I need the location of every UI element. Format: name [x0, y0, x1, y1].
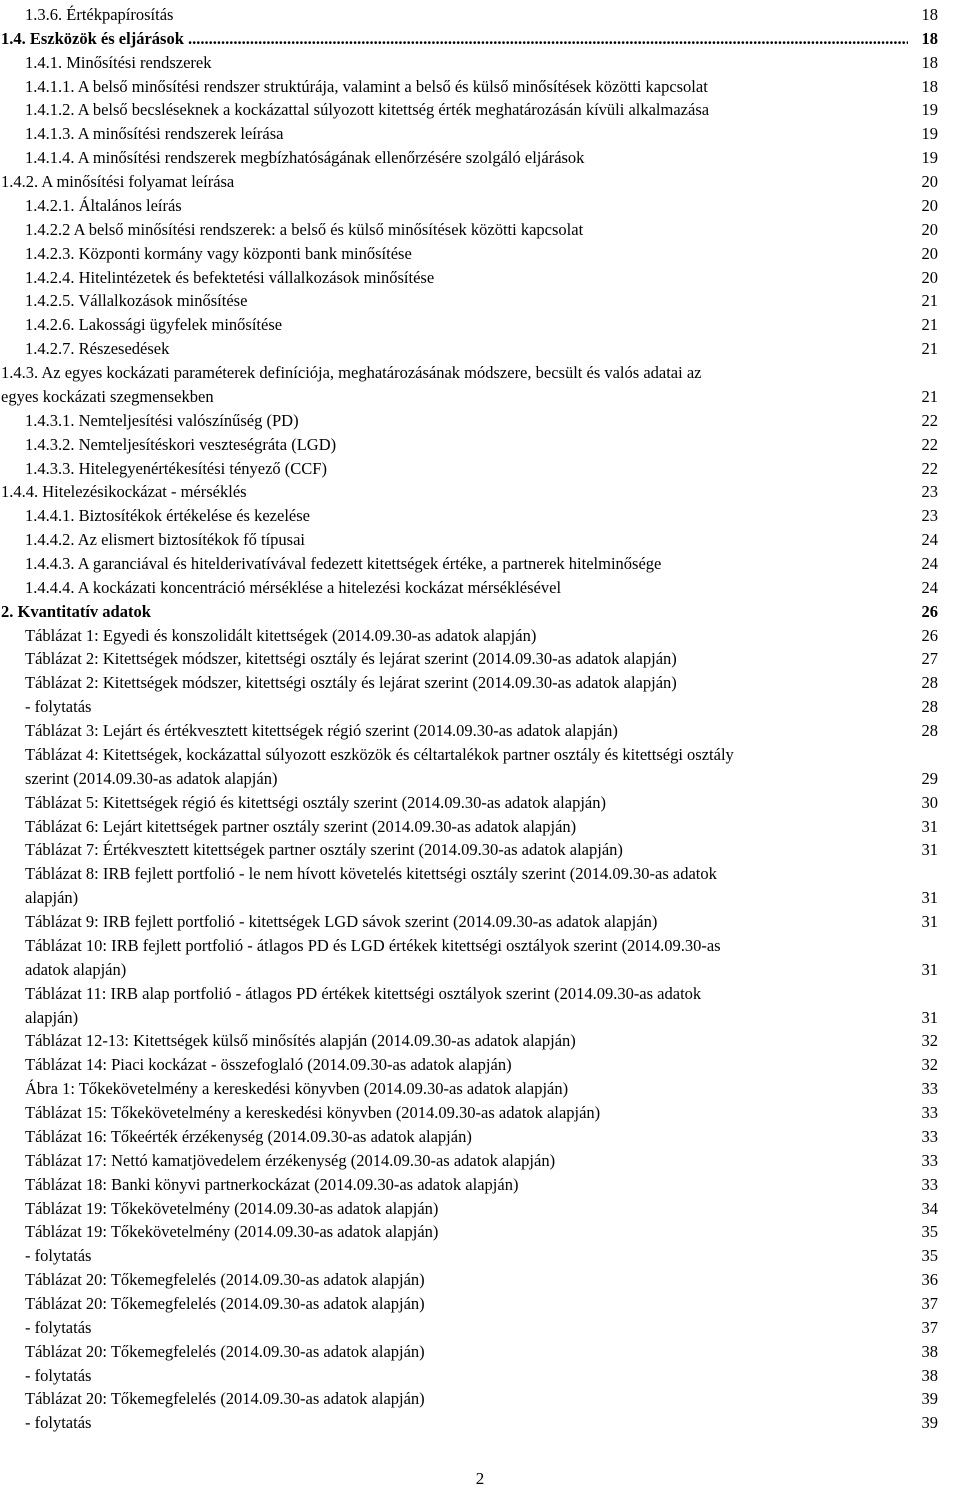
toc-entry[interactable]: [25, 838, 908, 862]
toc-entry-page: 18: [921, 5, 938, 24]
toc-entry-title: Táblázat 19: Tőkekövetelmény (2014.09.30-as adatok alapján): [25, 1222, 439, 1241]
toc-entry[interactable]: [25, 1220, 908, 1244]
toc-entry-title: 1.4.4.3. A garanciával és hitelderivatívával fedezett kitettségek értéke, a partnerek hitelminősége: [25, 554, 662, 573]
toc-entry-page: 33: [921, 1175, 938, 1194]
toc-entry-page: 33: [921, 1127, 938, 1146]
toc-entry-title: 1.4.2.1. Általános leírás: [25, 196, 182, 215]
toc-entry[interactable]: [25, 122, 908, 146]
toc-entry-page: 21: [921, 291, 938, 310]
toc-entry-title: Táblázat 18: Banki könyvi partnerkockázat (2014.09.30-as adatok alapján): [25, 1175, 519, 1194]
toc-entry-title: 1.4.2.4. Hitelintézetek és befektetési vállalkozások minősítése: [25, 268, 435, 287]
toc-entry-title: 1.4.3.1. Nemteljesítési valószínűség (PD): [25, 411, 299, 430]
toc-entry-page: 38: [921, 1366, 938, 1385]
toc-entry-title: 1.4.2.5. Vállalkozások minősítése: [25, 291, 248, 310]
toc-entry-title: 1.4.4. Hitelezésikockázat - mérséklés: [1, 482, 247, 501]
toc-entry[interactable]: [25, 409, 908, 433]
toc-entry[interactable]: [25, 1340, 908, 1364]
toc-entry-title: 1.4.4.1. Biztosítékok értékelése és kezelése: [25, 506, 310, 525]
toc-entry[interactable]: [25, 75, 908, 99]
toc-entry[interactable]: [25, 1411, 908, 1435]
toc-entry[interactable]: [25, 457, 908, 481]
toc-entry-title: Táblázat 2: Kitettségek módszer, kitettségi osztály és lejárat szerint (2014.09.30-as adatok alapján): [25, 649, 677, 668]
toc-entry-page: 32: [921, 1031, 938, 1050]
toc-entry-title: Táblázat 17: Nettó kamatjövedelem érzékenység (2014.09.30-as adatok alapján): [25, 1151, 556, 1170]
toc-entry[interactable]: [25, 1149, 908, 1173]
toc-entry-title: Táblázat 7: Értékvesztett kitettségek partner osztály szerint (2014.09.30-as adatok alapján): [25, 840, 623, 859]
toc-entry[interactable]: [25, 1125, 908, 1149]
toc-entry-title: Ábra 1: Tőkekövetelmény a kereskedési könyvben (2014.09.30-as adatok alapján): [25, 1079, 569, 1098]
toc-entry[interactable]: [25, 433, 908, 457]
toc-entry-page: 18: [921, 53, 938, 72]
toc-entry-page: 26: [921, 602, 938, 621]
toc-entry-page: 23: [921, 506, 938, 525]
toc-entry-title: 1.4.4.4. A kockázati koncentráció mérséklése a hitelezési kockázat mérséklésével: [25, 578, 562, 597]
toc-entry-title: 1.4.1.3. A minősítési rendszerek leírása: [25, 124, 284, 143]
toc-entry[interactable]: [25, 313, 908, 337]
toc-entry[interactable]: [25, 98, 908, 122]
toc-entry-title: 1.4.4.2. Az elismert biztosítékok fő típusai: [25, 530, 306, 549]
toc-entry-page: 37: [921, 1318, 938, 1337]
toc-entry-title: Táblázat 4: Kitettségek, kockázattal súlyozott eszközök és céltartalékok partner osztály és kitettségi osztály: [25, 745, 734, 764]
toc-entry-title: Táblázat 12-13: Kitettségek külső minősítés alapján (2014.09.30-as adatok alapján): [25, 1031, 576, 1050]
toc-entry[interactable]: [25, 958, 908, 982]
toc-entry[interactable]: [1, 170, 908, 194]
toc-entry-title: alapján): [25, 888, 79, 907]
toc-entry-title: Táblázat 8: IRB fejlett portfolió - le nem hívott követelés kitettségi osztály szerint (2014.09.30-as adatok: [25, 864, 717, 883]
toc-entry[interactable]: [25, 504, 908, 528]
toc-entry-page: 20: [921, 196, 938, 215]
toc-entry[interactable]: [25, 1053, 908, 1077]
toc-entry[interactable]: [25, 910, 908, 934]
toc-entry-title: 1.4.3. Az egyes kockázati paraméterek definíciója, meghatározásának módszere, becsült és valós adatai az: [1, 363, 702, 382]
toc-entry-page: 32: [921, 1055, 938, 1074]
toc-entry-page: 27: [921, 649, 938, 668]
toc-entry-title: Táblázat 20: Tőkemegfelelés (2014.09.30-as adatok alapján): [25, 1270, 425, 1289]
toc-entry-page: 21: [921, 315, 938, 334]
toc-entry[interactable]: [25, 1292, 908, 1316]
toc-entry-page: 39: [921, 1413, 938, 1432]
toc-entry[interactable]: [25, 743, 908, 767]
toc-entry[interactable]: [25, 1197, 908, 1221]
toc-entry-page: 19: [921, 148, 938, 167]
toc-entry-title: 1.4.2. A minősítési folyamat leírása: [1, 172, 235, 191]
toc-entry-page: 24: [921, 530, 938, 549]
toc-entry-page: 31: [921, 912, 938, 931]
toc-entry-page: 34: [921, 1199, 938, 1218]
toc-entry[interactable]: [25, 982, 908, 1006]
toc-entry[interactable]: [25, 624, 908, 648]
toc-entry-page: 39: [921, 1389, 938, 1408]
toc-entry[interactable]: [25, 194, 908, 218]
toc-entry[interactable]: [25, 647, 908, 671]
toc-entry-page: 28: [921, 721, 938, 740]
toc-entry[interactable]: [25, 1101, 908, 1125]
toc-entry[interactable]: [25, 815, 908, 839]
toc-entry-page: 31: [921, 1008, 938, 1027]
toc-entry-page: 21: [921, 339, 938, 358]
toc-entry-title: Táblázat 15: Tőkekövetelmény a kereskedési könyvben (2014.09.30-as adatok alapján): [25, 1103, 601, 1122]
toc-entry-title: - folytatás: [25, 1366, 92, 1385]
toc-entry[interactable]: [25, 671, 908, 695]
toc-entry-title: Táblázat 19: Tőkekövetelmény (2014.09.30-as adatok alapján): [25, 1199, 439, 1218]
toc-entry-page: 19: [921, 124, 938, 143]
toc-entry-title: - folytatás: [25, 697, 92, 716]
toc-entry-title: 1.4.2.6. Lakossági ügyfelek minősítése: [25, 315, 283, 334]
toc-entry-title: - folytatás: [25, 1246, 92, 1265]
toc-entry-title: Táblázat 20: Tőkemegfelelés (2014.09.30-as adatok alapján): [25, 1389, 425, 1408]
toc-entry-title: 1.4. Eszközök és eljárások .....: [1, 27, 908, 51]
toc-entry[interactable]: [1, 27, 908, 51]
toc-entry[interactable]: [25, 1173, 908, 1197]
toc-entry-page: 22: [921, 459, 938, 478]
toc-entry-page: 33: [921, 1151, 938, 1170]
toc-entry-page: 31: [921, 888, 938, 907]
toc-entry[interactable]: [1, 600, 908, 624]
toc-entry-title: Táblázat 20: Tőkemegfelelés (2014.09.30-as adatok alapján): [25, 1342, 425, 1361]
toc-entry-page: 36: [921, 1270, 938, 1289]
toc-entry[interactable]: [25, 3, 908, 27]
page-number: 2: [475, 1469, 485, 1488]
toc-entry[interactable]: [25, 1006, 908, 1030]
toc-entry-page: 20: [921, 220, 938, 239]
toc-entry[interactable]: [25, 1364, 908, 1388]
toc-entry[interactable]: [25, 934, 908, 958]
toc-entry-title: - folytatás: [25, 1413, 92, 1432]
toc-entry[interactable]: [25, 218, 908, 242]
toc-entry[interactable]: [25, 886, 908, 910]
toc-entry[interactable]: [25, 242, 908, 266]
toc-entry[interactable]: [25, 1268, 908, 1292]
toc-entry-title: 1.3.6. Értékpapírosítás: [25, 5, 174, 24]
toc-entry-page: 33: [921, 1103, 938, 1122]
toc-entry-page: 18: [921, 77, 938, 96]
toc-entry[interactable]: [25, 146, 908, 170]
toc-entry-title: Táblázat 5: Kitettségek régió és kitettségi osztály szerint (2014.09.30-as adatok alapján): [25, 793, 606, 812]
toc-entry-title: 2. Kvantitatív adatok: [1, 602, 151, 621]
toc-entry-page: 20: [921, 244, 938, 263]
toc-entry-title: Táblázat 10: IRB fejlett portfolió - átlagos PD és LGD értékek kitettségi osztályok szerint (2014.09.30-as: [25, 936, 721, 955]
toc-entry-title: Táblázat 2: Kitettségek módszer, kitettségi osztály és lejárat szerint (2014.09.30-as adatok alapján): [25, 673, 677, 692]
toc-entry-page: 24: [921, 554, 938, 573]
toc-entry-title: 1.4.1.4. A minősítési rendszerek megbízhatóságának ellenőrzésére szolgáló eljárások: [25, 148, 585, 167]
toc-entry[interactable]: [25, 576, 908, 600]
toc-entry-title: Táblázat 6: Lejárt kitettségek partner osztály szerint (2014.09.30-as adatok alapján): [25, 817, 577, 836]
toc-entry-page: 29: [921, 769, 938, 788]
toc-entry[interactable]: [25, 1387, 908, 1411]
toc-entry[interactable]: [25, 1244, 908, 1268]
toc-entry[interactable]: [25, 51, 908, 75]
toc-entry-page: 35: [921, 1222, 938, 1241]
toc-entry-title: alapján): [25, 1008, 79, 1027]
toc-entry-page: 28: [921, 697, 938, 716]
toc-entry[interactable]: [25, 862, 908, 886]
toc-entry-page: 21: [921, 387, 938, 406]
toc-entry-title: 1.4.1.2. A belső becsléseknek a kockázattal súlyozott kitettség érték meghatározásán kívüli alkalmazása: [25, 100, 710, 119]
toc-entry[interactable]: [25, 695, 908, 719]
toc-entry-page: 30: [921, 793, 938, 812]
toc-entry[interactable]: [1, 361, 908, 385]
toc-entry-title: Táblázat 1: Egyedi és konszolidált kitettségek (2014.09.30-as adatok alapján): [25, 626, 537, 645]
toc-entry-title: 1.4.3.2. Nemteljesítéskori veszteségráta (LGD): [25, 435, 337, 454]
toc-entry-title: adatok alapján): [25, 960, 127, 979]
toc-entry-page: 35: [921, 1246, 938, 1265]
toc-entry[interactable]: [25, 337, 908, 361]
toc-entry[interactable]: [25, 1316, 908, 1340]
toc-entry-page: 22: [921, 411, 938, 430]
toc-entry[interactable]: [25, 791, 908, 815]
toc-entry-page: 28: [921, 673, 938, 692]
toc-entry-title: Táblázat 11: IRB alap portfolió - átlagos PD értékek kitettségi osztályok szerint (2014.09.30-as adatok: [25, 984, 702, 1003]
toc-entry-title: Táblázat 3: Lejárt és értékvesztett kitettségek régió szerint (2014.09.30-as adatok alapján): [25, 721, 618, 740]
toc-entry[interactable]: [25, 1029, 908, 1053]
toc-entry-title: - folytatás: [25, 1318, 92, 1337]
toc-entry[interactable]: [25, 1077, 908, 1101]
toc-entry-page: 38: [921, 1342, 938, 1361]
toc-entry-title: 1.4.2.7. Részesedések: [25, 339, 170, 358]
toc-entry-page: 23: [921, 482, 938, 501]
toc-entry-title: szerint (2014.09.30-as adatok alapján): [25, 769, 278, 788]
toc-entry-page: 31: [921, 840, 938, 859]
toc-entry-page: 20: [921, 172, 938, 191]
toc-entry[interactable]: [1, 480, 908, 504]
toc-entry-title: Táblázat 9: IRB fejlett portfolió - kitettségek LGD sávok szerint (2014.09.30-as adatok alapján): [25, 912, 658, 931]
toc-entry-page: 37: [921, 1294, 938, 1313]
toc-entry-page: 33: [921, 1079, 938, 1098]
toc-entry[interactable]: [25, 528, 908, 552]
toc-entry-title: Táblázat 14: Piaci kockázat - összefoglaló (2014.09.30-as adatok alapján): [25, 1055, 512, 1074]
toc-entry-title: 1.4.1. Minősítési rendszerek: [25, 53, 212, 72]
toc-entry-page: 24: [921, 578, 938, 597]
toc-entry-title: Táblázat 16: Tőkeérték érzékenység (2014.09.30-as adatok alapján): [25, 1127, 472, 1146]
toc-entry[interactable]: [25, 289, 908, 313]
toc-entry[interactable]: [25, 767, 908, 791]
toc-entry-title: 1.4.2.2 A belső minősítési rendszerek: a belső és külső minősítések közötti kapcsolat: [25, 220, 584, 239]
toc-entry-title: 1.4.1.1. A belső minősítési rendszer struktúrája, valamint a belső és külső minősítések közötti kapcsolat: [25, 77, 708, 96]
toc-entry-title: egyes kockázati szegmensekben: [1, 387, 214, 406]
toc-entry-page: 22: [921, 435, 938, 454]
toc-entry-page: 18: [921, 29, 938, 48]
toc-entry-page: 31: [921, 817, 938, 836]
toc-entry-page: 31: [921, 960, 938, 979]
toc-entry-page: 26: [921, 626, 938, 645]
toc-entry-title: 1.4.2.3. Központi kormány vagy központi bank minősítése: [25, 244, 412, 263]
toc-entry-page: 19: [921, 100, 938, 119]
toc-entry-title: 1.4.3.3. Hitelegyenértékesítési tényező (CCF): [25, 459, 327, 478]
toc-entry[interactable]: [25, 552, 908, 576]
toc-entry-page: 20: [921, 268, 938, 287]
toc-entry[interactable]: [25, 266, 908, 290]
toc-entry-title: Táblázat 20: Tőkemegfelelés (2014.09.30-as adatok alapján): [25, 1294, 425, 1313]
toc-entry[interactable]: [25, 719, 908, 743]
toc-entry[interactable]: [1, 385, 908, 409]
